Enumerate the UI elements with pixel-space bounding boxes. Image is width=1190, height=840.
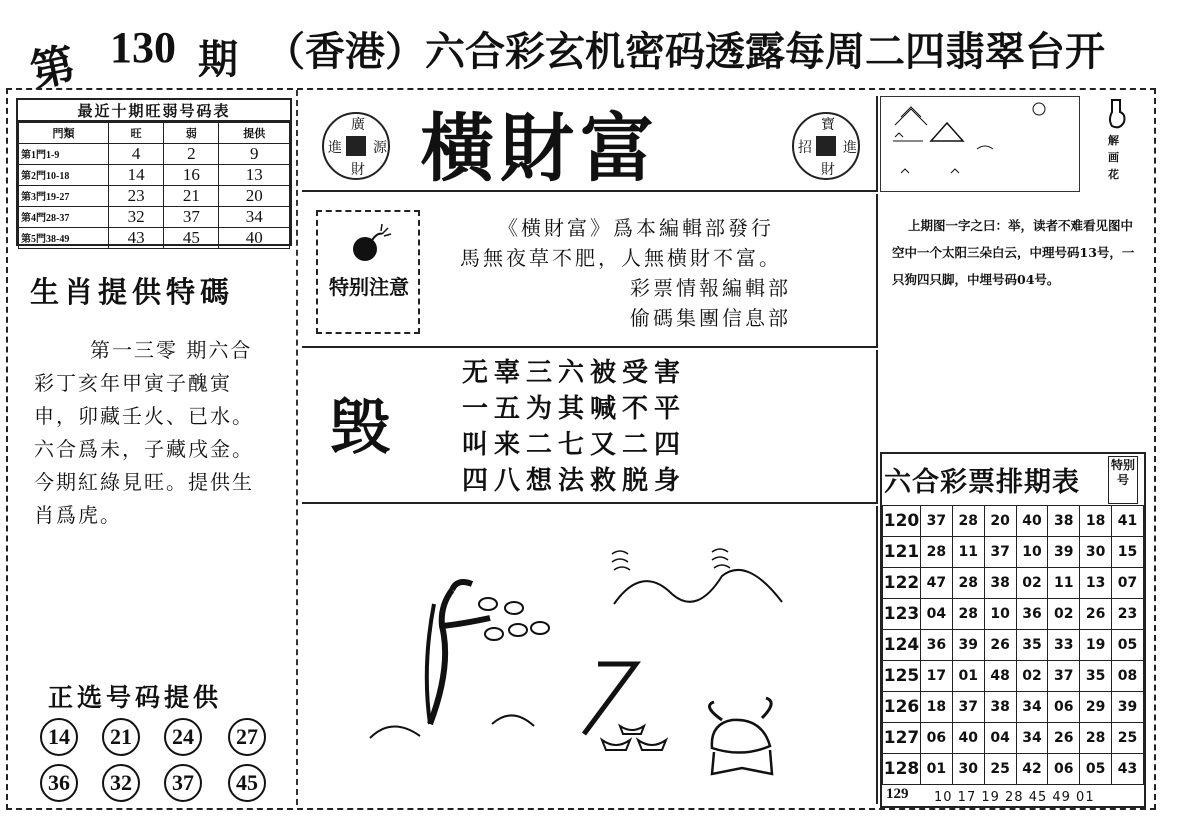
pick-number-ball: 37 <box>164 764 202 802</box>
schedule-cell: 38 <box>984 568 1016 599</box>
schedule-cell: 26 <box>1080 599 1112 630</box>
zodiac-text: 第一三零 期六合彩丁亥年甲寅子醜寅申，卯藏壬火、已水。六合爲未，子藏戌金。今期紅綠見旺。提供生肖爲虎。 <box>34 338 254 527</box>
schedule-cell: 06 <box>921 723 953 754</box>
schedule-title: 六合彩票排期表 <box>884 467 1080 498</box>
schedule-cell: 30 <box>952 754 984 785</box>
coin-char: 廣 <box>351 117 365 133</box>
schedule-cell: 36 <box>921 630 953 661</box>
schedule-cell: 07 <box>1112 568 1144 599</box>
pick-number-ball: 36 <box>40 764 78 802</box>
stats-cell: 23 <box>109 185 164 206</box>
table-row <box>883 754 1144 785</box>
schedule-cell: 42 <box>1016 754 1048 785</box>
pick-number-ball: 24 <box>164 718 202 756</box>
schedule-cell: 38 <box>1048 506 1080 537</box>
schedule-cell: 25 <box>1112 723 1144 754</box>
schedule-cell: 01 <box>921 754 953 785</box>
stats-col-header: 提供 <box>219 123 290 144</box>
stats-row-label: 第2門10-18 <box>19 164 109 185</box>
table-row <box>883 630 1144 661</box>
table-row <box>883 537 1144 568</box>
schedule-cell: 33 <box>1048 630 1080 661</box>
schedule-issue: 127 <box>883 723 921 754</box>
schedule-cell: 17 <box>921 661 953 692</box>
table-row <box>883 568 1144 599</box>
table-row <box>19 185 290 206</box>
schedule-cell: 05 <box>1080 754 1112 785</box>
coin-char: 財 <box>351 162 365 178</box>
schedule-issue: 121 <box>883 537 921 568</box>
schedule-cell: 37 <box>921 506 953 537</box>
coin-char: 進 <box>328 140 342 156</box>
schedule-cell: 34 <box>1016 723 1048 754</box>
schedule-issue: 124 <box>883 630 921 661</box>
notice-label: 特别注意 <box>329 275 409 299</box>
schedule-cell: 40 <box>1016 506 1048 537</box>
schedule-cell: 37 <box>1048 661 1080 692</box>
coin-char: 寶 <box>821 117 835 133</box>
stats-row-label: 第1門1-9 <box>19 143 109 164</box>
schedule-cell: 34 <box>1016 692 1048 723</box>
schedule-cell: 23 <box>1112 599 1144 630</box>
hint-label: 解画花 <box>1108 134 1119 181</box>
schedule-cell: 36 <box>1016 599 1048 630</box>
notice-line: 偷碼集團信息部 <box>630 306 791 330</box>
banner-title: 橫財富 <box>420 106 660 192</box>
schedule-cell: 18 <box>1080 506 1112 537</box>
schedule-cell: 10 <box>1016 537 1048 568</box>
stats-cell: 40 <box>219 227 290 248</box>
schedule-cell: 13 <box>1080 568 1112 599</box>
schedule-cell: 40 <box>952 723 984 754</box>
schedule-cell: 28 <box>952 568 984 599</box>
stats-col-header: 弱 <box>164 123 219 144</box>
schedule-issue: 122 <box>883 568 921 599</box>
schedule-cell: 10 <box>984 599 1016 630</box>
pick-number-ball: 21 <box>102 718 140 756</box>
schedule-cell: 39 <box>952 630 984 661</box>
schedule-issue: 125 <box>883 661 921 692</box>
table-row <box>883 692 1144 723</box>
poem-line: 无辜三六被受害 <box>462 358 687 388</box>
table-row <box>883 661 1144 692</box>
schedule-cell: 30 <box>1080 537 1112 568</box>
table-row <box>19 143 290 164</box>
coin-char: 進 <box>843 140 857 156</box>
stats-row-label: 第5門38-49 <box>19 227 109 248</box>
coin-right-icon <box>792 112 860 180</box>
schedule-cell: 04 <box>921 599 953 630</box>
schedule-cell: 29 <box>1080 692 1112 723</box>
header-di: 第 <box>26 39 78 98</box>
notice-line: 《横財富》爲本編輯部發行 <box>498 216 774 240</box>
schedule-cell: 02 <box>1016 568 1048 599</box>
stats-title: 最近十期旺弱号码表 <box>18 100 290 122</box>
stats-cell: 20 <box>219 185 290 206</box>
schedule-cell: 02 <box>1048 599 1080 630</box>
schedule-cell: 11 <box>1048 568 1080 599</box>
schedule-cell: 18 <box>921 692 953 723</box>
stats-cell: 21 <box>164 185 219 206</box>
stats-cell: 4 <box>109 143 164 164</box>
stats-header-row <box>19 123 290 144</box>
table-row <box>19 227 290 248</box>
special-number-tag: 特别号 <box>1108 456 1138 504</box>
schedule-cell: 37 <box>952 692 984 723</box>
bomb-icon <box>348 222 392 266</box>
schedule-cell: 19 <box>1080 630 1112 661</box>
poem-line: 四八想法救脱身 <box>462 466 687 496</box>
schedule-cell: 28 <box>952 599 984 630</box>
stats-cell: 34 <box>219 206 290 227</box>
hint-picture-box <box>880 96 1080 192</box>
stats-cell: 32 <box>109 206 164 227</box>
issue-number: 130 <box>110 23 176 72</box>
schedule-issue: 120 <box>883 506 921 537</box>
pick-number-ball: 27 <box>228 718 266 756</box>
stats-cell: 37 <box>164 206 219 227</box>
coin-char: 源 <box>373 140 387 156</box>
coin-char: 財 <box>821 162 835 178</box>
schedule-cell: 08 <box>1112 661 1144 692</box>
schedule-cell: 20 <box>984 506 1016 537</box>
notice-line: 彩票情報編輯部 <box>630 276 791 300</box>
schedule-cell: 26 <box>984 630 1016 661</box>
schedule-cell: 04 <box>984 723 1016 754</box>
schedule-issue: 126 <box>883 692 921 723</box>
schedule-cell: 28 <box>952 506 984 537</box>
schedule-table <box>882 505 1144 785</box>
schedule-cell: 39 <box>1048 537 1080 568</box>
notice-badge <box>316 210 420 334</box>
latest-issue-result: 10 17 19 28 45 49 01 <box>934 790 1095 805</box>
poem-line: 一五为其喊不平 <box>462 394 687 424</box>
header-qi: 期 <box>198 36 238 83</box>
stats-row-label: 第3門19-27 <box>19 185 109 206</box>
pick-number-ball: 32 <box>102 764 140 802</box>
pointing-hand-icon <box>1106 98 1128 132</box>
schedule-cell: 05 <box>1112 630 1144 661</box>
last-riddle-sketch-icon <box>881 97 1081 193</box>
page-header <box>0 0 1190 98</box>
stats-cell: 2 <box>164 143 219 164</box>
coin-char: 招 <box>798 140 812 156</box>
stats-row-label: 第4門28-37 <box>19 206 109 227</box>
schedule-cell: 41 <box>1112 506 1144 537</box>
schedule-cell: 06 <box>1048 754 1080 785</box>
table-row <box>19 164 290 185</box>
schedule-cell: 02 <box>1016 661 1048 692</box>
stats-col-header: 門類 <box>19 123 109 144</box>
schedule-issue: 123 <box>883 599 921 630</box>
pick-number-ball: 14 <box>40 718 78 756</box>
coin-left-icon <box>322 112 390 180</box>
zodiac-title: 生肖提供特碼 <box>30 275 235 309</box>
schedule-cell: 25 <box>984 754 1016 785</box>
schedule-cell: 47 <box>921 568 953 599</box>
stats-table <box>18 122 290 249</box>
table-row <box>19 206 290 227</box>
stats-cell: 14 <box>109 164 164 185</box>
schedule-cell: 28 <box>921 537 953 568</box>
latest-issue-number: 129 <box>886 786 909 802</box>
schedule-cell: 43 <box>1112 754 1144 785</box>
stats-col-header: 旺 <box>109 123 164 144</box>
schedule-issue: 128 <box>883 754 921 785</box>
table-row <box>883 723 1144 754</box>
schedule-cell: 11 <box>952 537 984 568</box>
schedule-cell: 35 <box>1016 630 1048 661</box>
stats-cell: 13 <box>219 164 290 185</box>
schedule-cell: 06 <box>1048 692 1080 723</box>
poem-line: 叫来二七又二四 <box>462 430 687 460</box>
stats-cell: 16 <box>164 164 219 185</box>
poem-key-char: 毁 <box>330 393 390 463</box>
picks-title: 正选号码提供 <box>48 683 223 712</box>
table-row <box>883 599 1144 630</box>
hint-text: 上期图一字之曰：举，读者不难看见图中空中一个太阳三朵白云，中理号码13号，一只狗四只脚，中埋号码04号。 <box>892 218 1135 287</box>
schedule-cell: 38 <box>984 692 1016 723</box>
notice-line: 馬無夜草不肥，人無横財不富。 <box>460 246 782 270</box>
schedule-cell: 37 <box>984 537 1016 568</box>
riddle-picture-panel <box>302 506 878 804</box>
stats-cell: 43 <box>109 227 164 248</box>
riddle-drawing-icon <box>302 506 878 804</box>
schedule-cell: 48 <box>984 661 1016 692</box>
stats-cell: 45 <box>164 227 219 248</box>
schedule-cell: 01 <box>952 661 984 692</box>
table-row <box>883 506 1144 537</box>
schedule-cell: 39 <box>1112 692 1144 723</box>
pick-number-ball: 45 <box>228 764 266 802</box>
stats-cell: 9 <box>219 143 290 164</box>
stats-table-box <box>16 98 292 246</box>
schedule-cell: 35 <box>1080 661 1112 692</box>
schedule-cell: 15 <box>1112 537 1144 568</box>
schedule-cell: 28 <box>1080 723 1112 754</box>
schedule-cell: 26 <box>1048 723 1080 754</box>
page-title: （香港）六合彩玄机密码透露每周二四翡翠台开 <box>265 28 1105 75</box>
